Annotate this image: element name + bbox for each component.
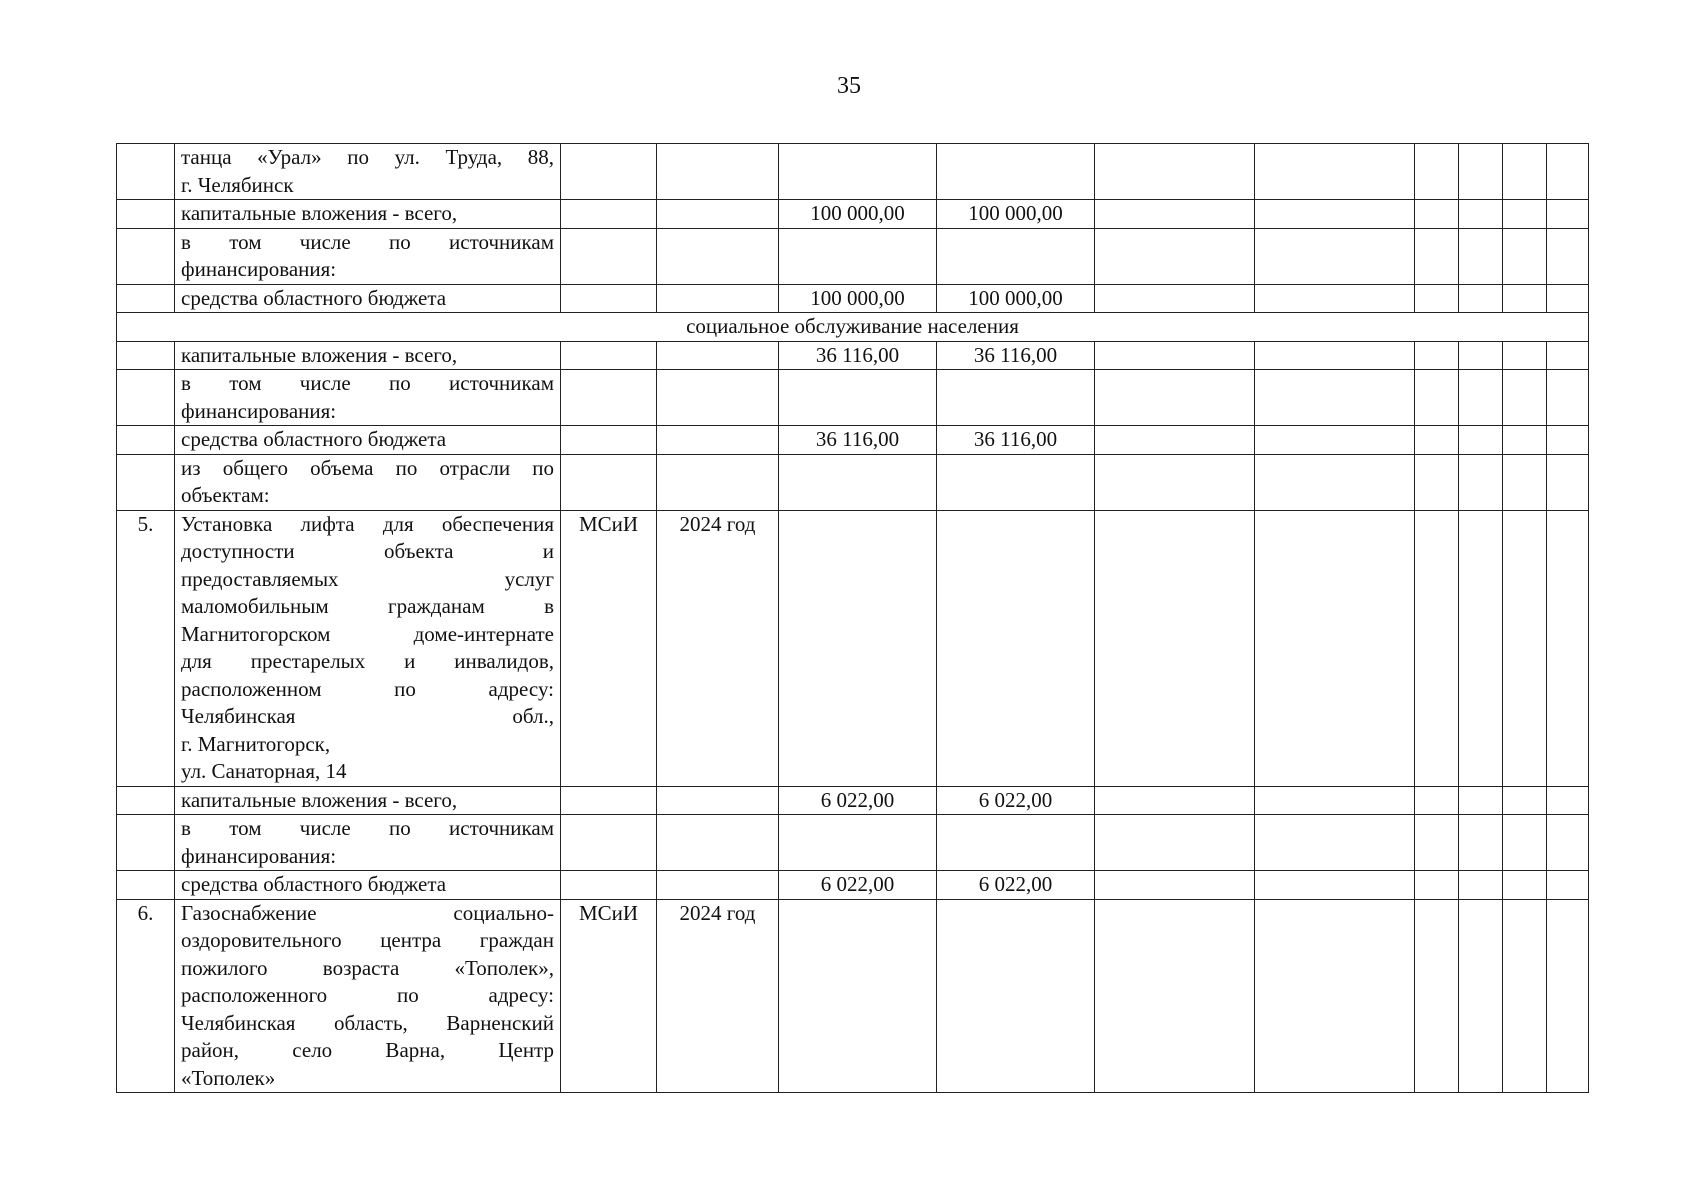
- item-name-cell: [175, 871, 561, 900]
- amount-total-cell: 100 000,00: [779, 200, 937, 229]
- item-number-cell: [117, 200, 175, 229]
- table-row: [117, 510, 1589, 786]
- empty-cell: [1503, 144, 1547, 200]
- empty-cell: [1459, 899, 1503, 1093]
- table-row: [117, 228, 1589, 284]
- item-name-cell: [175, 370, 561, 426]
- empty-cell: [1095, 871, 1255, 900]
- empty-cell: [1503, 454, 1547, 510]
- empty-cell: [1503, 815, 1547, 871]
- item-name-cell: [175, 454, 561, 510]
- amount-year-cell: [937, 510, 1095, 786]
- deadline-cell: [657, 284, 779, 313]
- empty-cell: [1255, 786, 1415, 815]
- empty-cell: [1255, 454, 1415, 510]
- empty-cell: [1095, 228, 1255, 284]
- empty-cell: [1547, 228, 1589, 284]
- table-row: [117, 899, 1589, 1093]
- item-name-line: пожилого возраста «Тополек»,: [181, 955, 554, 980]
- executor-cell: МСиИ: [561, 510, 657, 786]
- empty-cell: [1255, 370, 1415, 426]
- empty-cell: [1255, 228, 1415, 284]
- empty-cell: [1415, 426, 1459, 455]
- item-number-cell: [117, 426, 175, 455]
- amount-year-cell: 6 022,00: [937, 871, 1095, 900]
- empty-cell: [1503, 510, 1547, 786]
- empty-cell: [1547, 815, 1589, 871]
- section-title: социальное обслуживание населения: [117, 313, 1589, 342]
- empty-cell: [1415, 815, 1459, 871]
- item-name-line: г. Челябинск: [181, 172, 294, 197]
- empty-cell: [1255, 284, 1415, 313]
- empty-cell: [1095, 426, 1255, 455]
- page-number: 35: [837, 73, 861, 99]
- empty-cell: [1415, 786, 1459, 815]
- item-name-line: из общего объема по отрасли по: [181, 455, 554, 480]
- deadline-cell: [657, 454, 779, 510]
- item-number-cell: [117, 228, 175, 284]
- empty-cell: [1415, 200, 1459, 229]
- executor-cell: [561, 815, 657, 871]
- empty-cell: [1415, 370, 1459, 426]
- table-row: [117, 426, 1589, 455]
- executor-cell: [561, 341, 657, 370]
- empty-cell: [1255, 426, 1415, 455]
- deadline-cell: [657, 426, 779, 455]
- amount-total-cell: 100 000,00: [779, 284, 937, 313]
- empty-cell: [1095, 370, 1255, 426]
- empty-cell: [1459, 510, 1503, 786]
- item-name-line: Газоснабжение социально-: [181, 900, 554, 925]
- empty-cell: [1095, 341, 1255, 370]
- item-name-line: финансирования:: [181, 257, 337, 281]
- item-name-cell: [175, 426, 561, 455]
- item-name-line: оздоровительного центра граждан: [181, 928, 554, 952]
- executor-cell: [561, 786, 657, 815]
- item-name-line: расположенном по адресу:: [181, 676, 554, 701]
- item-number-cell: [117, 144, 175, 200]
- deadline-cell: [657, 341, 779, 370]
- deadline-cell: 2024 год: [657, 899, 779, 1093]
- empty-cell: [1459, 144, 1503, 200]
- empty-cell: [1415, 284, 1459, 313]
- item-name-line: средства областного бюджета: [181, 285, 447, 310]
- empty-cell: [1547, 454, 1589, 510]
- executor-cell: [561, 426, 657, 455]
- budget-table: [116, 143, 1589, 1093]
- item-name-line: капитальные вложения - всего,: [181, 201, 458, 225]
- empty-cell: [1547, 144, 1589, 200]
- table-body: [117, 144, 1589, 1093]
- item-name-line: финансирования:: [181, 843, 337, 868]
- item-name-line: маломобильным гражданам в: [181, 594, 554, 618]
- empty-cell: [1415, 144, 1459, 200]
- empty-cell: [1503, 200, 1547, 229]
- amount-total-cell: 6 022,00: [779, 786, 937, 815]
- item-name-line: в том числе по источникам: [181, 816, 554, 840]
- empty-cell: [1255, 815, 1415, 871]
- amount-year-cell: 100 000,00: [937, 200, 1095, 229]
- executor-cell: [561, 454, 657, 510]
- empty-cell: [1095, 454, 1255, 510]
- amount-year-cell: [937, 370, 1095, 426]
- executor-cell: [561, 200, 657, 229]
- empty-cell: [1547, 426, 1589, 455]
- deadline-cell: [657, 144, 779, 200]
- amount-year-cell: [937, 228, 1095, 284]
- table-row: [117, 144, 1589, 200]
- item-name-line: финансирования:: [181, 398, 337, 423]
- amount-year-cell: [937, 815, 1095, 871]
- empty-cell: [1459, 200, 1503, 229]
- empty-cell: [1255, 341, 1415, 370]
- amount-year-cell: 100 000,00: [937, 284, 1095, 313]
- executor-cell: МСиИ: [561, 899, 657, 1093]
- empty-cell: [1415, 341, 1459, 370]
- amount-total-cell: [779, 899, 937, 1093]
- empty-cell: [1547, 370, 1589, 426]
- table-row: [117, 370, 1589, 426]
- empty-cell: [1095, 284, 1255, 313]
- item-name-line: танца «Урал» по ул. Труда, 88,: [181, 145, 554, 169]
- empty-cell: [1503, 426, 1547, 455]
- item-name-line: г. Магнитогорск,: [181, 731, 331, 756]
- item-number-cell: [117, 454, 175, 510]
- deadline-cell: 2024 год: [657, 510, 779, 786]
- empty-cell: [1503, 786, 1547, 815]
- empty-cell: [1459, 871, 1503, 900]
- table-row: [117, 454, 1589, 510]
- empty-cell: [1459, 341, 1503, 370]
- item-name-cell: [175, 786, 561, 815]
- executor-cell: [561, 871, 657, 900]
- empty-cell: [1547, 786, 1589, 815]
- item-name-line: средства областного бюджета: [181, 427, 447, 451]
- empty-cell: [1459, 786, 1503, 815]
- item-name-cell: [175, 815, 561, 871]
- item-name-line: Челябинская обл.,: [181, 704, 554, 728]
- item-name-cell: [175, 899, 561, 1093]
- empty-cell: [1459, 370, 1503, 426]
- item-name-line: расположенного по адресу:: [181, 983, 554, 1007]
- item-number-cell: 6.: [117, 899, 175, 1093]
- amount-total-cell: [779, 454, 937, 510]
- amount-total-cell: [779, 370, 937, 426]
- deadline-cell: [657, 871, 779, 900]
- item-name-line: предоставляемых услуг: [181, 566, 554, 591]
- amount-year-cell: [937, 899, 1095, 1093]
- item-name-line: район, село Варна, Центр: [181, 1038, 554, 1062]
- item-name-line: Магнитогорском доме-интернате: [181, 621, 554, 646]
- empty-cell: [1415, 510, 1459, 786]
- amount-year-cell: 36 116,00: [937, 341, 1095, 370]
- executor-cell: [561, 284, 657, 313]
- item-name-line: в том числе по источникам: [181, 371, 554, 395]
- empty-cell: [1503, 228, 1547, 284]
- item-number-cell: [117, 370, 175, 426]
- empty-cell: [1095, 200, 1255, 229]
- empty-cell: [1095, 899, 1255, 1093]
- amount-total-cell: 36 116,00: [779, 341, 937, 370]
- item-name-cell: [175, 200, 561, 229]
- empty-cell: [1503, 370, 1547, 426]
- empty-cell: [1415, 228, 1459, 284]
- empty-cell: [1503, 871, 1547, 900]
- item-name-line: Установка лифта для обеспечения: [181, 511, 554, 536]
- item-name-line: Челябинская область, Варненский: [181, 1010, 554, 1035]
- empty-cell: [1547, 200, 1589, 229]
- item-number-cell: 5.: [117, 510, 175, 786]
- item-name-cell: [175, 341, 561, 370]
- empty-cell: [1459, 284, 1503, 313]
- item-name-line: объектам:: [181, 483, 270, 507]
- empty-cell: [1095, 815, 1255, 871]
- empty-cell: [1503, 284, 1547, 313]
- item-number-cell: [117, 284, 175, 313]
- table-row: [117, 815, 1589, 871]
- item-number-cell: [117, 815, 175, 871]
- empty-cell: [1415, 899, 1459, 1093]
- amount-year-cell: 6 022,00: [937, 786, 1095, 815]
- deadline-cell: [657, 200, 779, 229]
- executor-cell: [561, 228, 657, 284]
- item-name-line: капитальные вложения - всего,: [181, 342, 458, 367]
- empty-cell: [1547, 899, 1589, 1093]
- table-row: [117, 284, 1589, 313]
- deadline-cell: [657, 228, 779, 284]
- item-number-cell: [117, 786, 175, 815]
- empty-cell: [1459, 454, 1503, 510]
- empty-cell: [1547, 341, 1589, 370]
- item-name-line: капитальные вложения - всего,: [181, 787, 458, 812]
- empty-cell: [1255, 510, 1415, 786]
- empty-cell: [1547, 871, 1589, 900]
- item-name-cell: [175, 144, 561, 200]
- amount-total-cell: 36 116,00: [779, 426, 937, 455]
- item-name-cell: [175, 284, 561, 313]
- amount-year-cell: 36 116,00: [937, 426, 1095, 455]
- table-row: [117, 871, 1589, 900]
- amount-total-cell: [779, 815, 937, 871]
- amount-total-cell: [779, 510, 937, 786]
- amount-total-cell: 6 022,00: [779, 871, 937, 900]
- empty-cell: [1503, 341, 1547, 370]
- executor-cell: [561, 144, 657, 200]
- empty-cell: [1255, 899, 1415, 1093]
- item-number-cell: [117, 341, 175, 370]
- table-row: [117, 786, 1589, 815]
- item-number-cell: [117, 871, 175, 900]
- table-row: [117, 200, 1589, 229]
- empty-cell: [1095, 510, 1255, 786]
- empty-cell: [1459, 426, 1503, 455]
- empty-cell: [1255, 144, 1415, 200]
- item-name-line: средства областного бюджета: [181, 872, 447, 896]
- item-name-line: в том числе по источникам: [181, 229, 554, 254]
- item-name-cell: [175, 510, 561, 786]
- section-row: [117, 313, 1589, 342]
- empty-cell: [1095, 144, 1255, 200]
- empty-cell: [1503, 899, 1547, 1093]
- empty-cell: [1459, 228, 1503, 284]
- empty-cell: [1415, 454, 1459, 510]
- empty-cell: [1255, 200, 1415, 229]
- amount-total-cell: [779, 228, 937, 284]
- item-name-line: доступности объекта и: [181, 539, 554, 563]
- executor-cell: [561, 370, 657, 426]
- empty-cell: [1415, 871, 1459, 900]
- empty-cell: [1547, 510, 1589, 786]
- amount-year-cell: [937, 144, 1095, 200]
- deadline-cell: [657, 370, 779, 426]
- empty-cell: [1459, 815, 1503, 871]
- table-row: [117, 341, 1589, 370]
- empty-cell: [1255, 871, 1415, 900]
- amount-total-cell: [779, 144, 937, 200]
- empty-cell: [1095, 786, 1255, 815]
- deadline-cell: [657, 815, 779, 871]
- item-name-line: для престарелых и инвалидов,: [181, 649, 554, 673]
- empty-cell: [1547, 284, 1589, 313]
- item-name-cell: [175, 228, 561, 284]
- amount-year-cell: [937, 454, 1095, 510]
- deadline-cell: [657, 786, 779, 815]
- item-name-line: ул. Санаторная, 14: [181, 759, 347, 783]
- item-name-line: «Тополек»: [181, 1065, 276, 1090]
